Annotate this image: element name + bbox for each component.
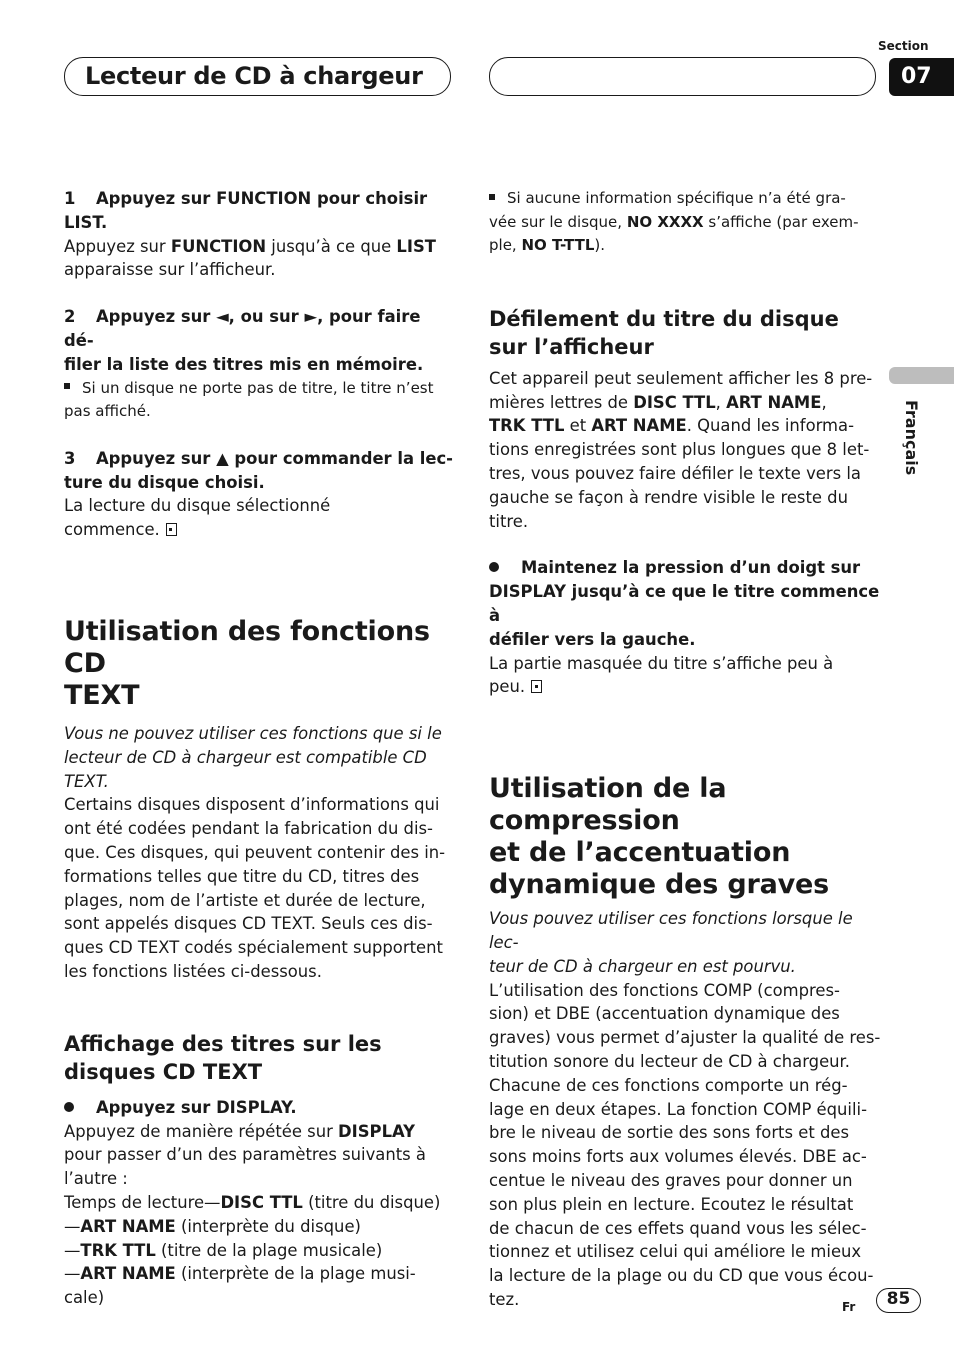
step-1-title-a: Appuyez sur FUNCTION pour choisir [96,189,428,208]
language-tab [889,367,954,384]
end-mark-icon [531,680,542,693]
step-1-body-b: apparaisse sur l’afficheur. [64,260,276,280]
section-label: Section [878,39,929,53]
compression-heading: Utilisation de la compression et de l’accentuation dynamique des graves [489,773,829,901]
compression-body: L’utilisation des fonctions COMP (compres- sion) et DBE (accentuation dynamique des graves) vous permet d’ajuster la qualité de res- titution sonore du lecteur de CD à chargeur. Chacune de ces fonctions comporte un rég- lage en deux étapes. La fonction COMP équili- bre le niveau de sortie des sons forts et des sons moins forts aux volumes élevés. DBE ac- centue le niveau des graves pour donner un son plus plein en lecture. Ecoutez le résultat de chacun de ces effets quand vous les sélec- tionnez et utilisez celui qui améliore le mieux la lecture de la plage ou du CD que vous écou- tez. [489,980,881,1309]
header-title-pill [64,57,451,96]
defilement-heading: Défilement du titre du disque sur l’afficheur [489,306,839,359]
page-title: Lecteur de CD à chargeur [85,62,423,90]
cd-text-body: Certains disques disposent d’informations qui ont été codées pendant la fabrication du dis- que. Ces disques, qui peuvent contenir des in- formations telles que titre du CD, titres des plages, nom de l’artiste et durée de lecture, sont appelés disques CD TEXT. Seuls ces dis- ques CD TEXT codés spécialement supportent les fonctions listées ci-dessous. [64,795,446,981]
language-label: Français [902,400,921,476]
bullet-dot-icon [64,1102,74,1112]
step-1-title [64,187,454,211]
step-3-body-b: commence. [64,518,454,542]
header-empty-pill [489,57,876,96]
step-number: 1 [64,189,76,208]
step-2-title-b: filer la liste des titres mis en mémoire. [64,354,424,374]
cd-text-intro: Vous ne pouvez utiliser ces fonctions que si le lecteur de CD à chargeur est compatible CD TEXT. [64,723,442,791]
step-1-title-b: LIST. [64,212,108,232]
no-info-note: Si aucune information spécifique n’a été gra- [489,187,881,211]
affichage-heading: Affichage des titres sur les disques CD TEXT [64,1031,382,1084]
compression-intro: Vous pouvez utiliser ces fonctions lorsque le lec- teur de CD à chargeur en est pourvu. [489,909,853,976]
defilement-bullet: Maintenez la pression d’un doigt sur [489,556,881,580]
cd-text-heading: Utilisation des fonctions CD TEXT [64,615,430,711]
step-2-title: 2 Appuyez sur ◄, ou sur ►, pour faire dé- [64,307,421,350]
affichage-bullet: Appuyez sur DISPLAY. [64,1096,454,1120]
note-square-icon [489,194,495,200]
left-column: 1 Appuyez sur FUNCTION pour choisir LIST. Appuyez sur FUNCTION jusqu’à ce que LIST apparaisse sur l’afficheur. 2 Appuyez sur ◄, ou sur ►, pour faire dé- filer la liste des titres mis en mémoire. Si un disque ne porte pas de titre, le titre n’est pas affiché. 3 Appuyez sur ▲ pour commander la lec- ture du disque choisi. La lecture du disque sélectionné commence. Utilisation des fonctions CD TEXT Vous ne pouvez utiliser ces fonctions que si le lecteur de CD à chargeur est compatible CD TEXT. Certains disques disposent d’informations qui ont été codées pendant la fabrication du dis- que. Ces disques, qui peuvent contenir des in- formations telles que titre du CD, titres des plages, nom de l’artiste et durée de lecture, sont appelés disques CD TEXT. Seuls ces dis- ques CD TEXT codés spécialement supportent les fonctions listées ci-dessous. Affichage des titres sur les disques CD TEXT Appuyez sur DISPLAY. Appuyez de manière répétée sur DISPLAY pour passer d’un des paramètres suivants à l’autre : Temps de lecture—DISC TTL (titre du disque) —ART NAME (interprète du disque) —TRK TTL (titre de la plage musicale) —ART NAME (interprète de la plage musi- cale) [64,189,453,1308]
step-3-body-a: La lecture du disque sélectionné [64,496,331,516]
bullet-dot-icon [489,562,499,572]
section-number-badge: 07 [889,58,954,96]
footer-lang-code: Fr [842,1300,856,1314]
step-2-note: Si un disque ne porte pas de titre, le titre n’est [64,377,454,401]
note-square-icon [64,383,70,389]
page-number: 85 [876,1288,921,1313]
step-1-body: Appuyez sur FUNCTION jusqu’à ce que LIST [64,236,436,256]
right-column: Si aucune information spécifique n’a été gra- vée sur le disque, NO XXXX s’affiche (par exem- ple, NO T-TTL). Défilement du titre du disque sur l’afficheur Cet appareil peut seulement afficher les 8 pre- mières lettres de DISC TTL, ART NAME, TRK TTL et ART NAME. Quand les informa- tions enregistrées sont plus longues que 8 let- tres, vous pouvez faire défiler le texte vers la gauche se façon à rendre visible le reste du titre. Maintenez la pression d’un doigt sur DISPLAY jusqu’à ce que le titre commence à défiler vers la gauche. La partie masquée du titre s’affiche peu à peu. Utilisation de la compression et de l’accentuation dynamique des graves Vous pouvez utiliser ces fonctions lorsque le lec- teur de CD à chargeur en est pourvu. L’utilisation des fonctions COMP (compres- sion) et DBE (accentuation dynamique des graves) vous permet d’ajuster la qualité de res- titution sonore du lecteur de CD à chargeur. Chacune de ces fonctions comporte un rég- lage en deux étapes. La fonction COMP équili- bre le niveau de sortie des sons forts et des sons moins forts aux volumes élevés. DBE ac- centue le niveau des graves pour donner un son plus plein en lecture. Ecoutez le résultat de chacun de ces effets quand vous les sélec- tionnez et utilisez celui qui améliore le mieux la lecture de la plage ou du CD que vous écou- tez. [489,187,881,1312]
step-3-title: 3 Appuyez sur ▲ pour commander la lec- [64,448,453,468]
end-mark-icon [166,523,177,536]
step-3-title-b: ture du disque choisi. [64,472,265,492]
step-2-note-b: pas affiché. [64,402,151,421]
